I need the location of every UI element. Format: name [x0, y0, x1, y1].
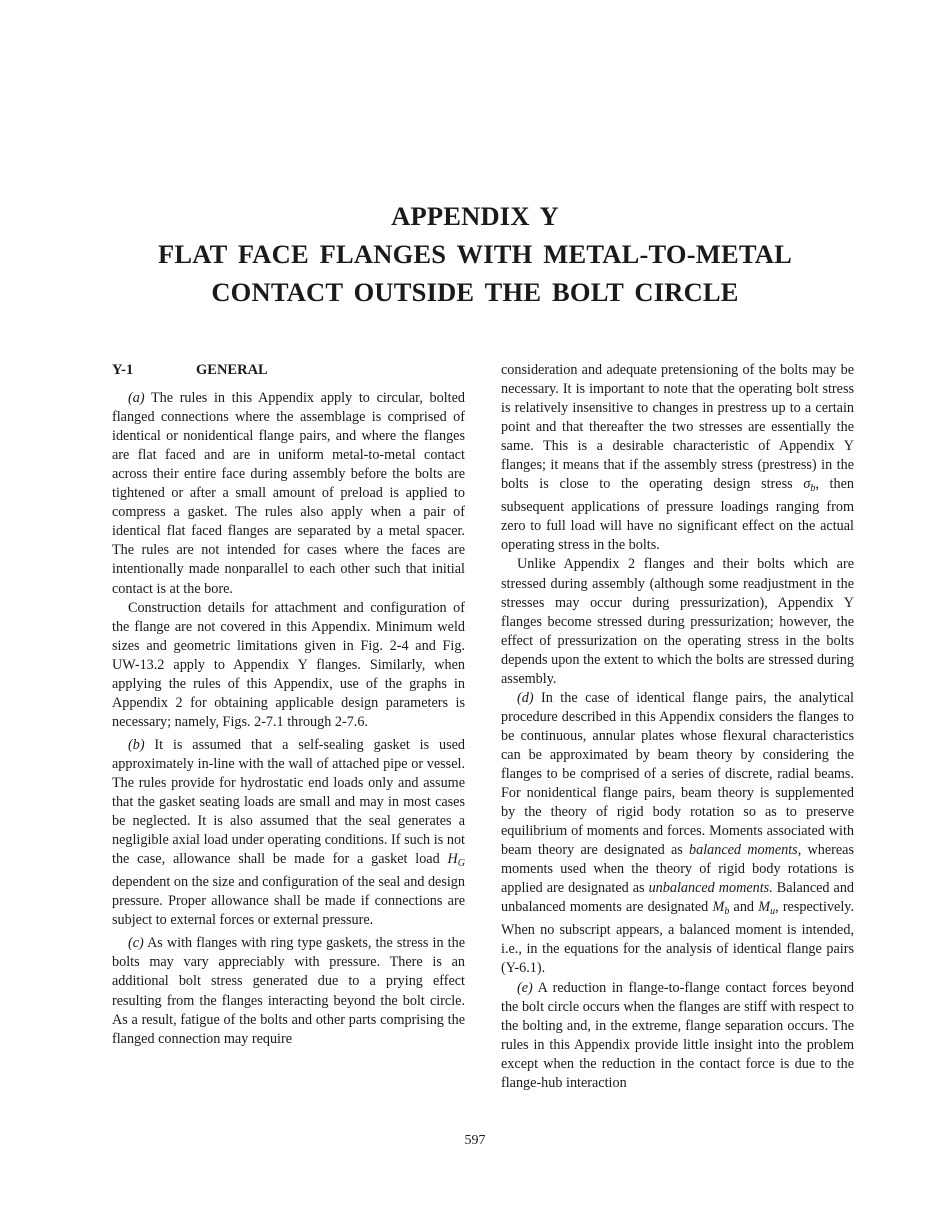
paragraph-b	[112, 736, 465, 930]
symbol-mb-subscript: b	[724, 906, 730, 918]
symbol-hg: H	[447, 851, 458, 868]
paragraph-c-text: As with flanges with ring type gaskets, the stress in the bolts may vary appreciably with pressure. There is an additional bolt stress generated due to a prying effect resulting from the flanges interacting beyond the bolt circle. As a result, fatigue of the bolts and other parts comprising the flanged connection may require	[112, 935, 465, 1047]
paragraph-e-text: A reduction in flange-to-flange contact forces beyond the bolt circle occurs when the flanges are stiff with respect to the bolting and, in the extreme, flange separation occurs. The rules in this Appendix provide little insight into the problem except when the reduction in the contact force is due to the flange-hub interaction	[501, 979, 855, 1091]
symbol-mb: M	[712, 899, 725, 916]
symbol-hg-subscript: G	[457, 858, 465, 870]
symbol-mu-subscript: u	[770, 906, 776, 918]
section-heading	[112, 361, 465, 380]
symbol-mu: M	[758, 899, 771, 916]
paragraph-c-cont-2: , then subsequent applications of pressure loadings ranging from zero to full load will have no significant effect on the actual operating stress in the bolts.	[501, 476, 854, 554]
paragraph-a-text: The rules in this Appendix apply to circular, bolted flanged connections where the assemblage is comprised of identical or nonidentical flange pairs, and where the flanges are flat faced and are in uniform metal-to-metal contact across their entire face during assembly before the bolts are tightened or after a small amount of preload is applied to compress a gasket. The rules also apply when a pair of identical flat faced flanges are separated by a metal spacer. The rules are not intended for cases where the faces are intentionally made nonparallel to each other such that initial contact is at the bore.	[112, 390, 465, 597]
section-number: Y-1	[112, 362, 134, 378]
paragraph-c-cont-1: consideration and adequate pretensioning of the bolts may be necessary. It is important to note that the operating bolt stress is relatively insensitive to changes in prestress up to a certain point and that thereafter the two stresses are essentially the same. This is a desirable characteristic of Appendix Y flanges; it means that if the assembly stress (prestress) in the bolts is close to the operating design stress	[501, 362, 854, 493]
symbol-sigma-subscript: b	[810, 483, 816, 495]
paragraph-unlike: Unlike Appendix 2 flanges and their bolts which are stressed during assembly (although some readjustment in the stresses may occur during pressurization), Appendix Y flanges become stressed during pressurization; however, the effect of pressurization on the operating stress in the bolts depends upon the extent to which the bolts are stressed during assembly.	[501, 556, 854, 687]
paragraph-c	[112, 934, 465, 1048]
paragraph-b-label: (b)	[128, 736, 145, 753]
paragraph-d	[501, 689, 854, 979]
page-number: 597	[464, 1133, 486, 1148]
paragraph-d-label: (d)	[517, 689, 534, 706]
paragraph-construction: Construction details for attachment and configuration of the flange are not covered in this Appendix. Minimum weld sizes and geometric limitations given in Fig. 2-4 and Fig. UW-13.2 apply to Appendix Y flanges. Similarly, when applying the rules of this Appendix, use of the graphs in Appendix 2 for obtaining applicable design parameters is necessary; namely, Figs. 2-7.1 through 2-7.6.	[112, 599, 465, 730]
paragraph-d-text-2: whereas moments used when the theory of rigid body rotations is applied are designated as	[501, 842, 854, 897]
appendix-title	[0, 197, 950, 311]
paragraph-d-text-4: , respectively. When no subscript appears, a balanced moment is intended, i.e., in the equations for the analysis of identical flange pairs (Y-6.1).	[501, 899, 854, 977]
paragraph-a-label: (a)	[128, 390, 145, 407]
paragraph-d-and: and	[729, 899, 759, 916]
paragraph-e	[501, 979, 854, 1093]
paragraph-c-continued	[501, 361, 854, 555]
paragraph-e-label: (e)	[517, 979, 533, 996]
paragraph-c-label: (c)	[128, 935, 144, 952]
symbol-sigma: σ	[803, 476, 811, 493]
term-balanced-moments: balanced moments,	[689, 842, 802, 859]
paragraph-b-text-2: dependent on the size and configuration of the seal and design pressure. Proper allowance shall be made if connections are subject to external forces or external pressure.	[112, 874, 465, 929]
title-line-2: FLAT FACE FLANGES WITH METAL-TO-METAL	[158, 239, 792, 269]
paragraph-b-text-1: It is assumed that a self-sealing gasket is used approximately in-line with the wall of attached pipe or vessel. The rules provide for hydrostatic end loads only and assume that the gasket seating loads are small and may in most cases be neglected. It is also assumed that the seal generates a negligible axial load under operating conditions. If such is not the case, allowance shall be made for a gasket load	[112, 736, 466, 868]
title-line-1: APPENDIX Y	[391, 201, 559, 231]
right-column	[501, 361, 854, 1093]
paragraph-a	[112, 389, 465, 599]
left-column	[112, 361, 465, 1049]
title-line-3: CONTACT OUTSIDE THE BOLT CIRCLE	[211, 277, 739, 307]
term-unbalanced-moments: unbalanced moments.	[648, 880, 773, 897]
section-title: GENERAL	[196, 362, 268, 378]
paragraph-d-text-3: Balanced and unbalanced moments are designated	[501, 880, 855, 916]
paragraph-d-text-1: In the case of identical flange pairs, the analytical procedure described in this Appendix considers the flanges to be continuous, annular plates whose flexural characteristics can be approximated by beam theory by considering the flanges to be comprised of a series of discrete, radial beams. For nonidentical flange pairs, beam theory is supplemented by the theory of rigid body rotation so as to preserve equilibrium of moments and forces. Moments associated with beam theory are designated as	[501, 689, 854, 859]
